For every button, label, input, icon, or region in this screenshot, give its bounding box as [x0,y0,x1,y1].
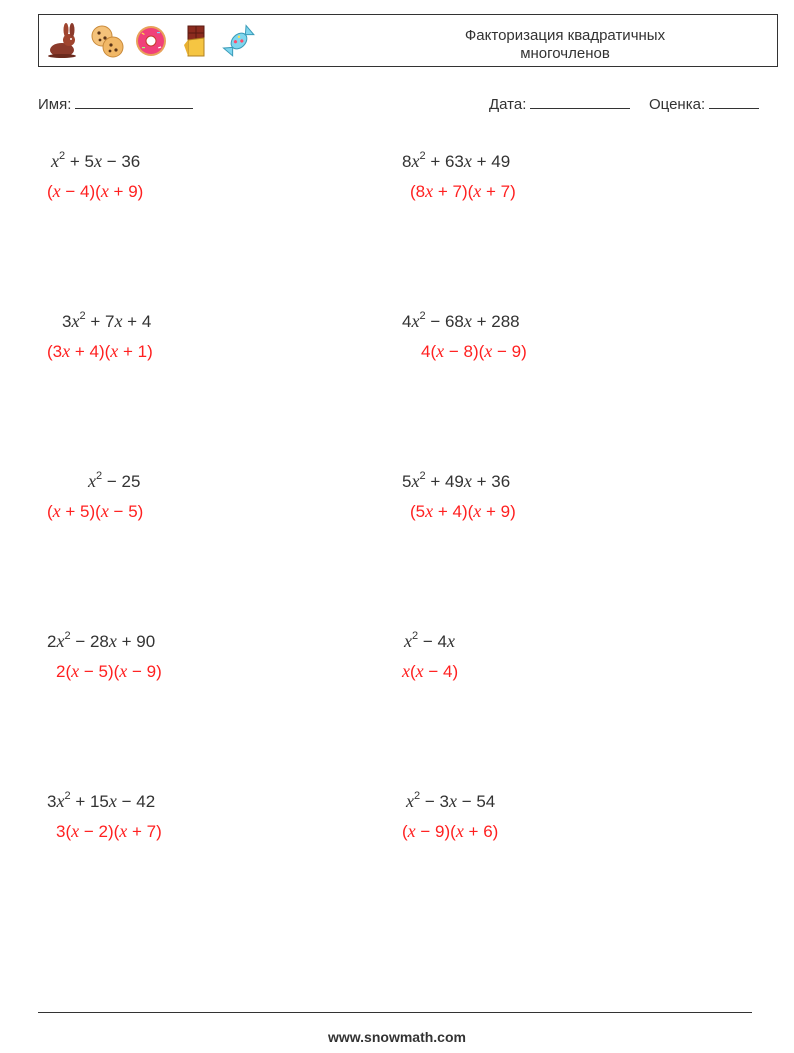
answer [402,340,527,363]
variable: x [425,181,434,201]
answer-part: ( [47,182,53,201]
coef-a: 5 [402,472,412,491]
problem-3 [47,310,153,363]
coef-a: 2 [47,632,57,651]
variable: x [404,631,412,651]
variable: x [473,501,482,521]
coef-b: + 63 [430,152,464,171]
coef-a: 3 [47,792,57,811]
question [402,150,516,173]
question [47,630,162,653]
answer [47,500,143,523]
cookies-icon [89,23,125,59]
name-label: Имя: [38,96,72,113]
problem-6 [402,470,516,523]
coef-b: + 7 [90,312,115,331]
answer-part: 4( [421,342,437,361]
variable: x [119,661,128,681]
answer-part: ( [47,502,53,521]
icon-row [45,23,257,59]
exponent: 2 [64,790,71,802]
answer-part: + 7)( [433,182,474,201]
date-label: Дата: [489,96,527,113]
variable: x [425,501,434,521]
grade-blank[interactable] [709,94,759,109]
variable: x [411,311,420,331]
answer-part: − 9) [127,662,162,681]
variable: x [88,471,96,491]
variable: x [446,631,455,651]
answer [47,340,153,363]
constant: + 36 [476,472,511,491]
variable: x [463,471,472,491]
variable: x [100,501,109,521]
problem-10 [402,790,498,843]
answer-part: ( [402,822,408,841]
constant: − 54 [461,792,496,811]
constant: + 288 [476,312,520,331]
exponent: 2 [414,790,421,802]
grade-field[interactable] [649,94,759,113]
answer-part: + 1) [118,342,153,361]
answer [47,660,162,683]
variable: x [52,501,61,521]
name-blank[interactable] [75,94,193,109]
variable: x [415,661,424,681]
question [402,470,516,493]
coef-b: − 4 [422,632,447,651]
constant: + 90 [121,632,156,651]
constant: + 4 [127,312,152,331]
answer-part: + 5)( [60,502,101,521]
variable: x [411,151,420,171]
variable: x [56,791,65,811]
name-field[interactable] [38,94,193,113]
coef-a: 3 [62,312,72,331]
candy-icon [221,23,257,59]
answer-part: + 6) [463,822,499,841]
answer-part: + 7) [481,182,516,201]
coef-b: + 49 [430,472,464,491]
answer [402,500,516,523]
variable: x [407,821,416,841]
exponent: 2 [419,470,426,482]
variable: x [402,661,410,681]
date-field[interactable] [489,94,630,113]
problem-1 [47,150,143,203]
exponent: 2 [64,630,71,642]
answer-part: − 2)( [79,822,120,841]
coef-b: + 5 [69,152,94,171]
variable: x [108,631,117,651]
answer-part: + 4)( [433,502,474,521]
question [47,310,153,333]
date-blank[interactable] [530,94,630,109]
problem-9 [47,790,162,843]
answer-part: ( [410,662,416,681]
exponent: 2 [419,150,426,162]
variable: x [473,181,482,201]
variable: x [110,341,119,361]
answer-part: (8 [410,182,426,201]
variable: x [100,181,109,201]
exponent: 2 [412,630,419,642]
question [402,630,458,653]
variable: x [406,791,414,811]
donut-icon [133,23,169,59]
chocolate-bunny-icon [45,23,81,59]
variable: x [463,151,472,171]
variable: x [71,821,80,841]
answer-part: − 5)( [79,662,120,681]
variable: x [455,821,464,841]
answer [402,180,516,203]
coef-b: − 28 [75,632,109,651]
constant: − 25 [106,472,141,491]
answer-part: + 4)( [70,342,111,361]
title-line-2: многочленов [520,45,610,62]
variable: x [114,311,123,331]
variable: x [463,311,472,331]
footer-site[interactable]: www.snowmath.com [328,1029,466,1045]
constant: − 42 [121,792,156,811]
variable: x [71,661,80,681]
exponent: 2 [59,150,66,162]
problem-4 [402,310,527,363]
answer-part: (5 [410,502,426,521]
coef-b: − 3 [424,792,449,811]
constant: + 49 [476,152,511,171]
question [47,790,162,813]
variable: x [484,341,493,361]
variable: x [411,471,420,491]
answer-part: − 4)( [60,182,101,201]
coef-a: 8 [402,152,412,171]
problem-7 [47,630,162,683]
footer-divider [38,1012,752,1013]
answer-part: + 9) [481,502,516,521]
answer [402,660,458,683]
variable: x [71,311,80,331]
answer [47,820,162,843]
variable: x [436,341,445,361]
answer-part: − 9) [492,342,527,361]
answer [47,180,143,203]
problem-5 [47,470,143,523]
variable: x [108,791,117,811]
question [47,150,143,173]
question [402,310,527,333]
problem-8 [402,630,458,683]
exponent: 2 [96,470,103,482]
constant: − 36 [106,152,141,171]
problem-2 [402,150,516,203]
answer-part: − 5) [108,502,144,521]
coef-b: + 15 [75,792,109,811]
title-line-1: Факторизация квадратичных [464,27,666,44]
question [402,790,498,813]
coef-b: − 68 [430,312,464,331]
answer-part: − 9)( [415,822,456,841]
variable: x [56,631,65,651]
answer-part: − 8)( [444,342,485,361]
grade-label: Оценка: [649,96,706,113]
answer-part: 3( [56,822,72,841]
question [47,470,143,493]
variable: x [52,181,61,201]
worksheet-title [415,27,715,63]
chocolate-bar-icon [177,23,213,59]
exponent: 2 [79,310,86,322]
variable: x [51,151,59,171]
worksheet-header [38,14,778,67]
answer [402,820,498,843]
answer-part: (3 [47,342,63,361]
variable: x [119,821,128,841]
answer-part: 2( [56,662,72,681]
answer-part: + 9) [108,182,144,201]
coef-a: 4 [402,312,412,331]
variable: x [448,791,457,811]
variable: x [93,151,102,171]
answer-part: − 4) [423,662,459,681]
answer-part: + 7) [127,822,162,841]
exponent: 2 [419,310,426,322]
variable: x [62,341,71,361]
